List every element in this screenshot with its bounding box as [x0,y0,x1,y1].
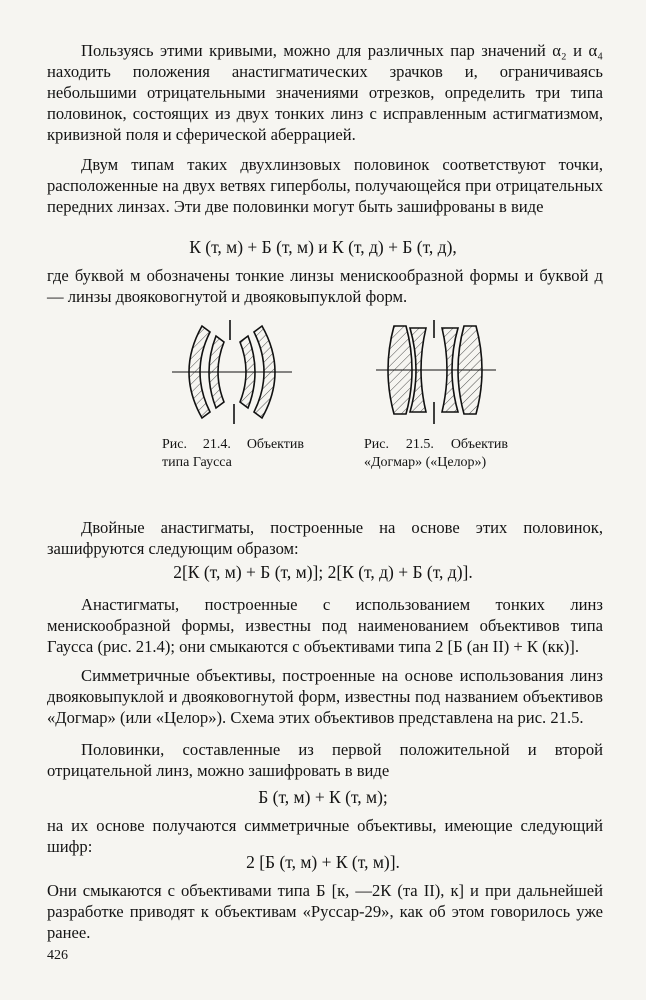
paragraph-3: где буквой м обозначены тонкие линзы менискообразной формы и буквой д — линзы двояковогнутой и двояковыпуклой форм. [47,266,603,306]
paragraph-5: Анастигматы, построенные с использованием тонких линз менискообразной формы, известны под наименованием объективов типа Гаусса (рис. 21.4); они смыкаются с объективами типа 2 [Б (ан II) + К (кк)]. [47,595,603,656]
biconvex-lens-1 [388,326,412,414]
formula-half-code: Б (т, м) + К (т, м); [258,787,388,807]
paragraph-9: Они смыкаются с объективами типа Б [к, —2К (та II), к] и при дальнейшей разработке приводят к объективам «Руссар-29», как об этом говорилось уже ранее. [47,881,603,942]
paragraph-2: Двум типам таких двухлинзовых половинок соответствуют точки, расположенные на двух ветвях гиперболы, получающейся при отрицательных передних линзах. Эти две половинки могут быть зашифрованы в виде [47,155,603,216]
paragraph-1: Пользуясь этими кривыми, можно для различных пар значений α₂ и α₄ находить положения анастигматических зрачков и, ограничиваясь небольшими отрицательными значениями отрезков, определить три типа половинок, состоящих из двух тонких линз с исправленным астигматизмом, кривизной поля и сферической аберрацией. [47,41,603,144]
figure-gauss-caption: Рис. 21.4. Объектив типа Гаусса [162,437,304,470]
paragraph-7: Половинки, составленные из первой положительной и второй отрицательной линз, можно зашифровать в виде [47,740,603,780]
dogmar-lens-diagram [376,320,496,428]
figure-dogmar-objective [376,320,496,428]
biconvex-lens-2 [458,326,482,414]
figure-dogmar-caption: Рис. 21.5. Объектив «Догмар» («Целор») [364,437,508,470]
gauss-lens-diagram [172,318,292,426]
formula-half-types: К (т, м) + Б (т, м) и К (т, д) + Б (т, д), [189,237,457,257]
paragraph-6: Симметричные объективы, построенные на основе использования линз двояковыпуклой и двояковогнутой форм, известны под названием объективов «Догмар» (или «Целор»). Схема этих объективов представлена на рис. 21.5. [47,666,603,727]
formula-symmetric-code: 2 [Б (т, м) + К (т, м)]. [246,852,400,872]
figure-gauss-objective [172,318,292,426]
paragraph-8: на их основе получаются симметричные объективы, имеющие следующий шифр: [47,816,603,856]
paragraph-4: Двойные анастигматы, построенные на основе этих половинок, зашифруются следующим образом: [47,518,603,558]
page-number: 426 [47,948,68,963]
formula-double-anastigmats: 2[К (т, м) + Б (т, м)]; 2[К (т, д) + Б (т, д)]. [173,562,473,582]
